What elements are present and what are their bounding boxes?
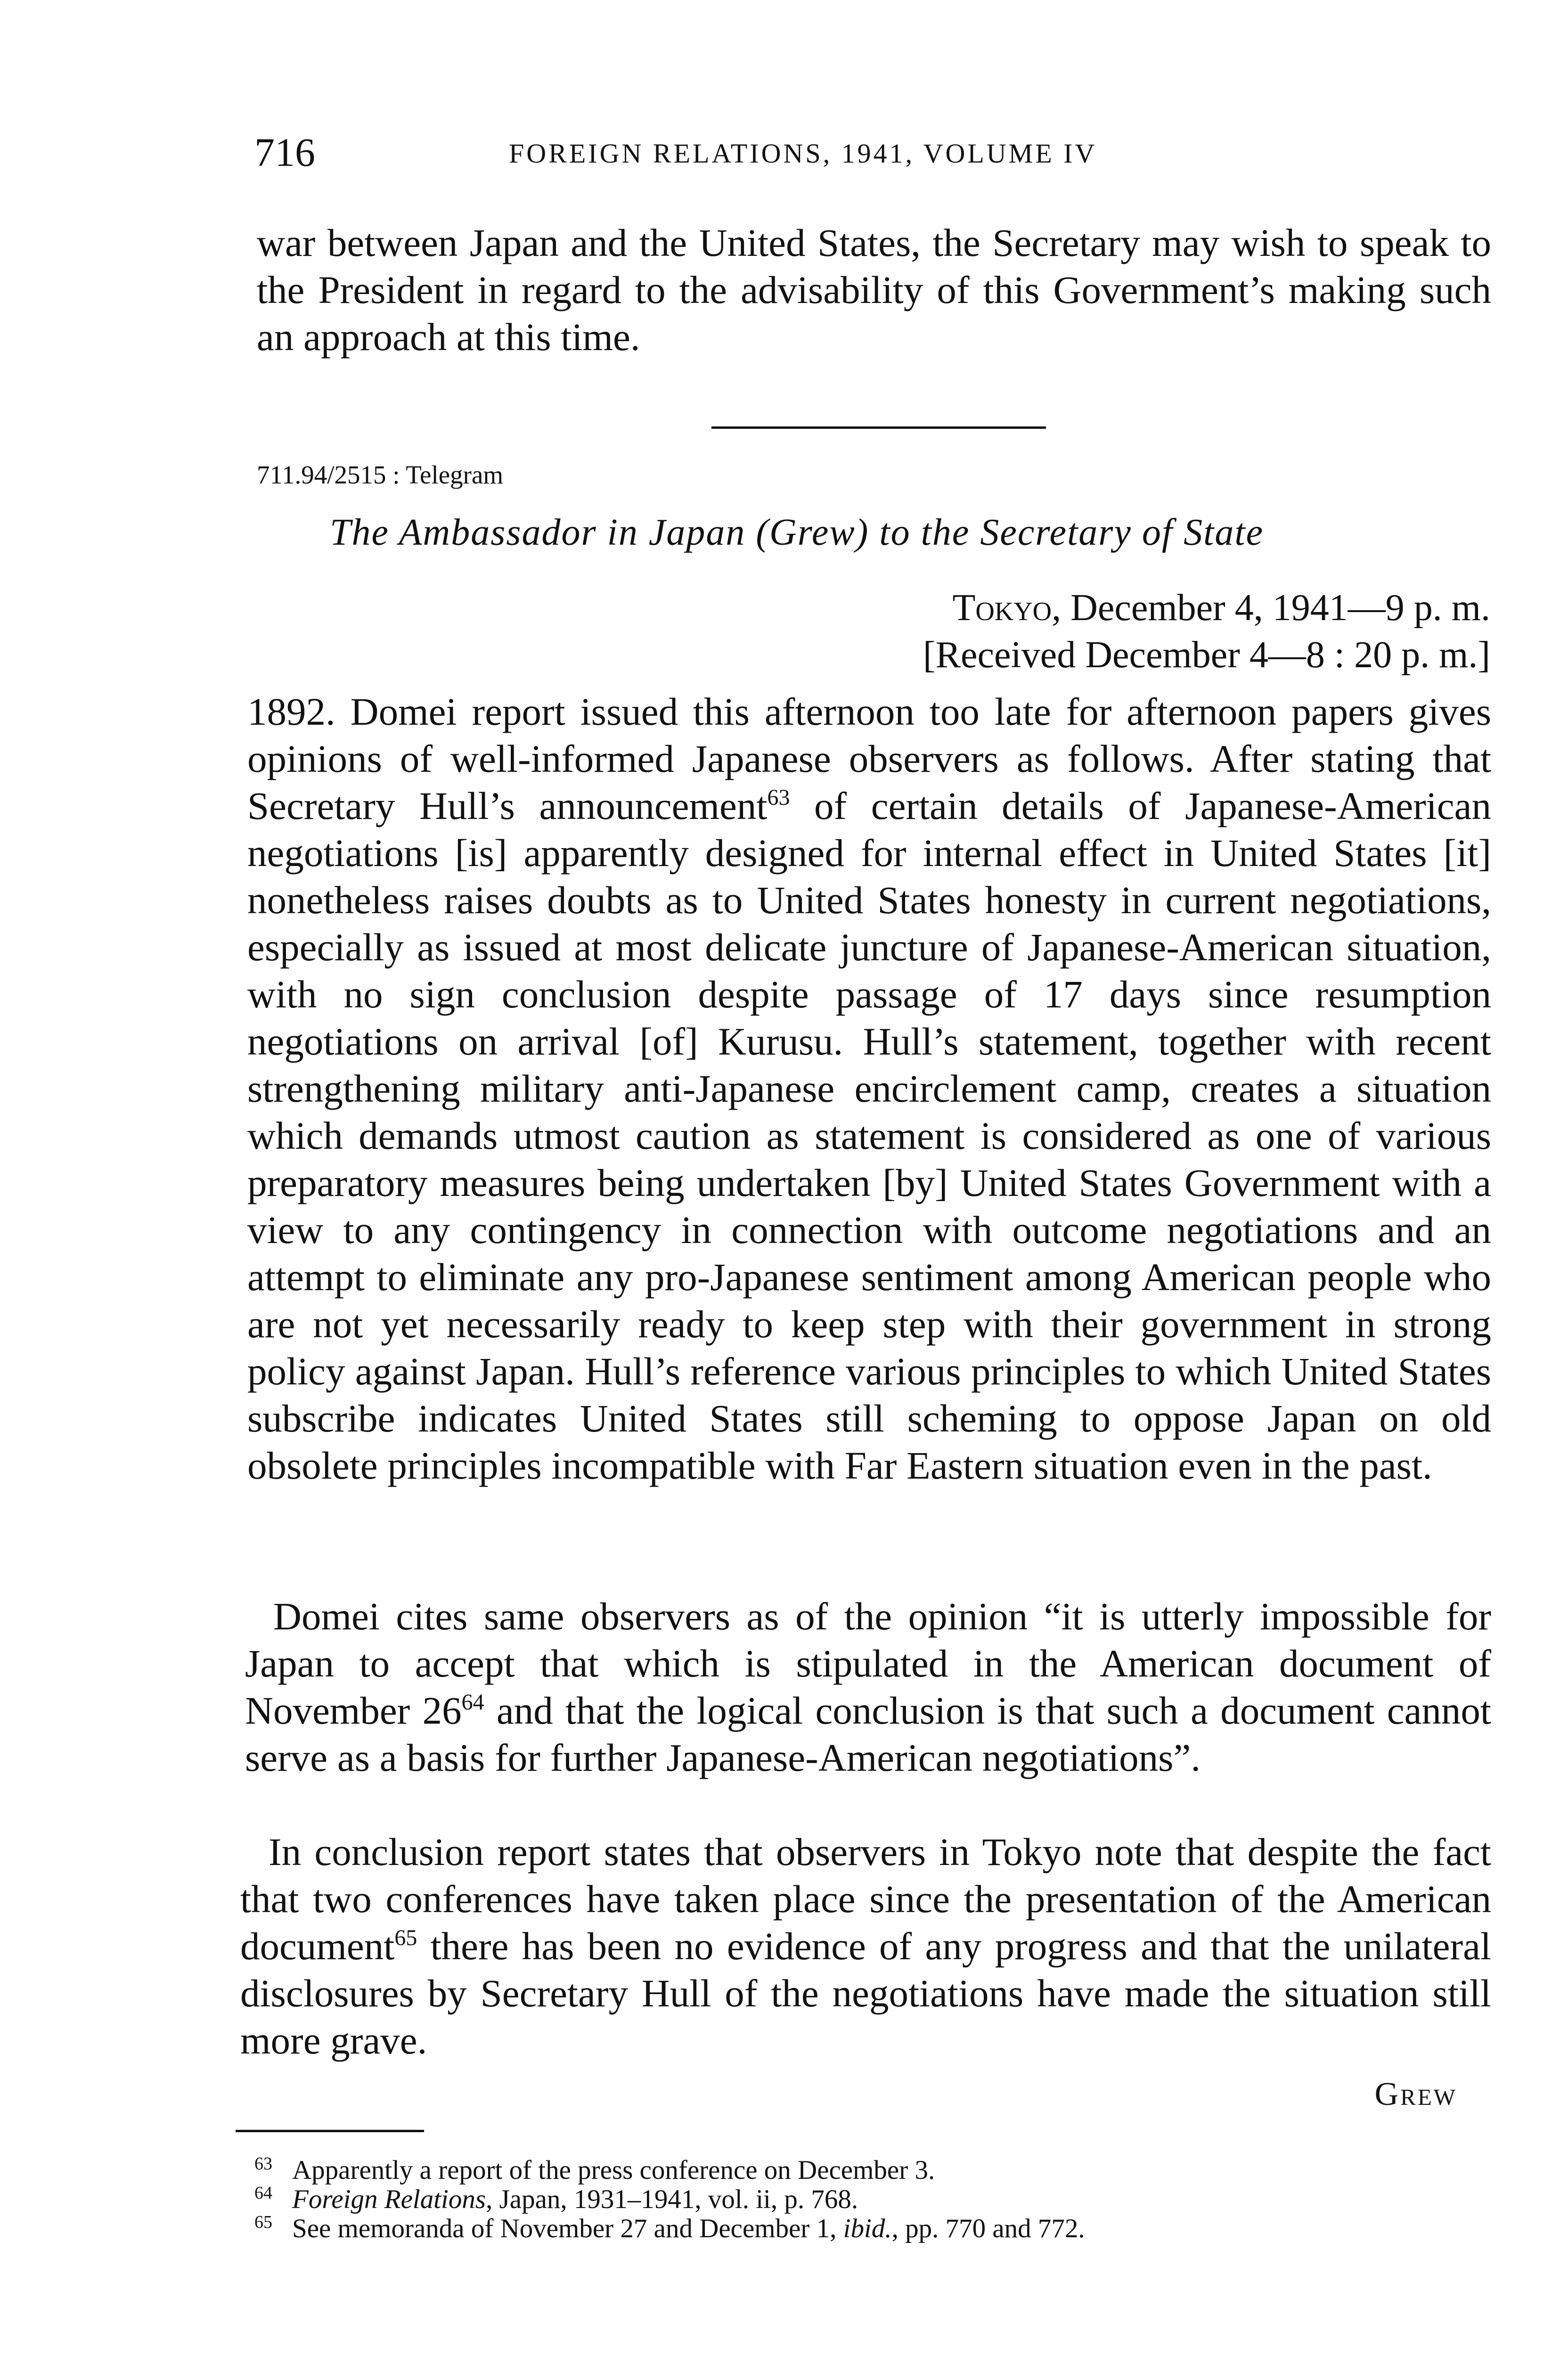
send-date: , December 4, 1941—9 p. m.	[1052, 587, 1490, 629]
footnote-ref-64: 64	[461, 1690, 484, 1715]
para2-text-b: and that the logical conclusion is that such a document cannot serve as a basis for further Japanese-American negotiations”.	[245, 1689, 1491, 1779]
telegram-paragraph-3	[240, 1828, 1491, 2064]
footnote-63	[254, 2156, 1489, 2185]
signature: Grew	[1374, 2076, 1457, 2112]
footnote-text-end: , pp. 770 and 772.	[891, 2214, 1085, 2243]
footnote-ref-65: 65	[394, 1925, 417, 1950]
para3-text-a: In conclusion report states that observers in Tokyo note that despite the fact that two conferences have taken place since the presentation of the American document	[240, 1830, 1491, 1968]
continuation-paragraph: war between Japan and the United States, the Secretary may wish to speak to the President in regard to the advisability of this Government’s making such an approach at this time.	[257, 221, 1491, 359]
place-date-line	[952, 584, 1490, 631]
received-line: [Received December 4—8 : 20 p. m.]	[923, 634, 1490, 676]
footnote-mark: 65	[254, 2212, 272, 2232]
footnotes	[254, 2156, 1489, 2243]
page-header	[254, 126, 1489, 178]
para1-text-a: 1892. Domei report issued this afternoon too late for afternoon papers gives opinions of well-informed Japanese observers as follows. After stating that Secretary Hull’s announcement	[247, 690, 1491, 827]
footnote-mark: 64	[254, 2183, 272, 2203]
footnote-text: , Japan, 1931–1941, vol. ii, p. 768.	[486, 2184, 858, 2214]
para2-text-a: Domei cites same observers as of the opinion “it is utterly impossible for Japan to accept that which is stipulated in the American document of November 26	[245, 1595, 1491, 1732]
footnote-64	[254, 2185, 1489, 2214]
running-head: FOREIGN RELATIONS, 1941, VOLUME IV	[509, 138, 1097, 169]
footnote-65	[254, 2214, 1489, 2243]
telegram-paragraph-2	[245, 1593, 1491, 1781]
place-name: Tokyo	[952, 587, 1052, 629]
footnote-ref-63: 63	[767, 785, 790, 810]
para1-text-b: of certain details of Japanese-American negotiations [is] apparently designed for internal effect in United States [it] nonetheless raises doubts as to United States honesty in current negotiations, especially as issued at most delicate juncture of Japanese-American situation, with no sign conclusion despite passage of 17 days since resumption negotiations on arrival [of] Kurusu. Hull’s statement, together with recent strengthening military anti-Japanese encirclement camp, creates a situation which demands utmost caution as statement is considered as one of various preparatory measures being undertaken [by] United States Government with a view to any contingency in connection with outcome negotiations and an attempt to eliminate any pro-Japanese sentiment among American people who are not yet necessarily ready to keep step with their government in strong policy against Japan. Hull’s reference various principles to which United States subscribe indicates United States still scheming to oppose Japan on old obsolete principles incompatible with Far Eastern situation even in the past.	[247, 784, 1491, 1487]
telegram-paragraph-1	[247, 688, 1491, 1489]
file-reference: 711.94/2515 : Telegram	[257, 460, 504, 489]
document-title: The Ambassador in Japan (Grew) to the Secretary of State	[330, 512, 1264, 553]
footnote-mark: 63	[254, 2154, 272, 2174]
footnote-text: Apparently a report of the press conference on December 3.	[292, 2155, 935, 2185]
section-divider	[711, 426, 1046, 429]
page-number: 716	[254, 130, 315, 175]
para3-text-b: there has been no evidence of any progress and that the unilateral disclosures by Secretary Hull of the negotiations have made the situation still more grave.	[240, 1924, 1491, 2062]
footnote-text: See memoranda of November 27 and December 1,	[292, 2214, 843, 2243]
footnote-divider	[236, 2130, 424, 2132]
footnote-italic-title: Foreign Relations	[292, 2184, 486, 2214]
footnote-italic-ibid: ibid.	[843, 2214, 892, 2243]
